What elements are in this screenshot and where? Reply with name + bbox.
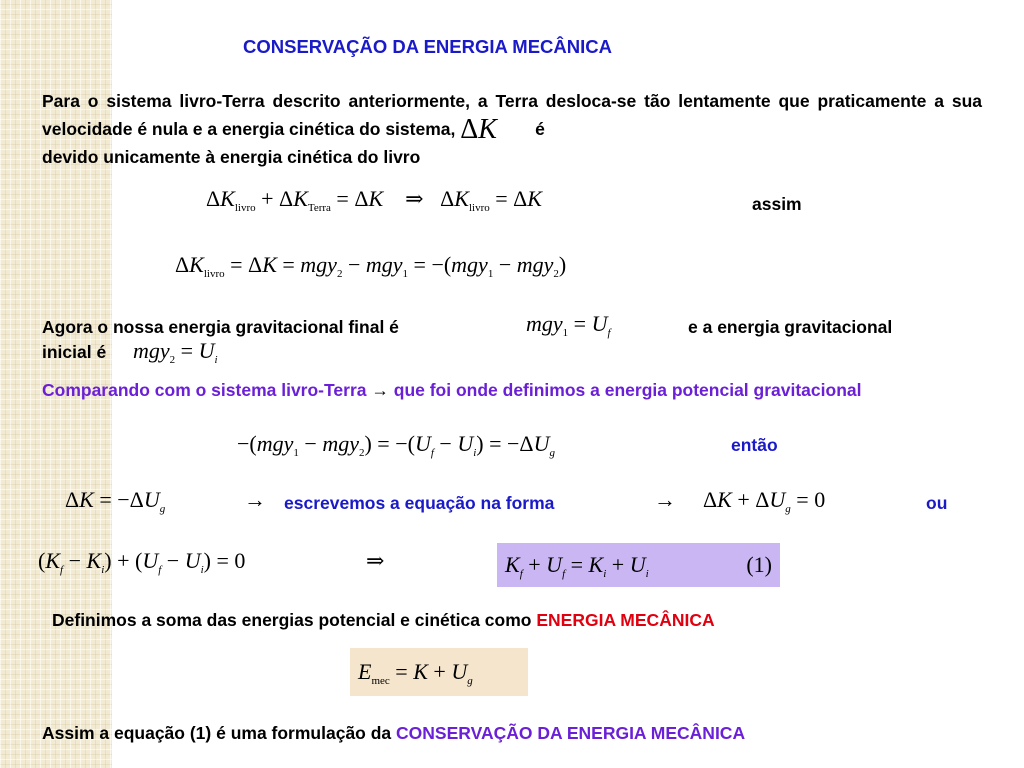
inicial-text: inicial é bbox=[42, 342, 107, 362]
definimos-text-1: Definimos a soma das energias potencial e cinética como bbox=[52, 610, 532, 630]
comparando-text-2: que foi onde definimos a energia potencial gravitacional bbox=[393, 380, 862, 400]
page-title: CONSERVAÇÃO DA ENERGIA MECÂNICA bbox=[243, 36, 612, 57]
delta-k-formula: ΔK bbox=[460, 114, 497, 145]
comparando-text bbox=[42, 376, 982, 404]
equation-dk-plus-du: $\Delta K + \Delta U_g = 0$ bbox=[703, 487, 826, 515]
arrow-icon: → bbox=[371, 380, 389, 400]
equation-expanded: $(K_f - K_i) + (U_f - U_i) = 0$ bbox=[38, 548, 246, 576]
conservacao-highlight: CONSERVAÇÃO DA ENERGIA MECÂNICA bbox=[396, 723, 746, 743]
assim-label: assim bbox=[752, 194, 802, 214]
intro-paragraph bbox=[42, 87, 982, 144]
equation-uf: $mgy_1 = U_f$ bbox=[526, 311, 611, 339]
equation-dk-eq-minus-du: $\Delta K = -\Delta U_g$ bbox=[65, 487, 166, 515]
arrow-icon-3: → bbox=[654, 487, 676, 512]
equation-box-mec: $E_{mec} = K + U_g$ bbox=[350, 648, 528, 696]
intro-text: Para o sistema livro-Terra descrito anteriormente, a Terra desloca-se tão lentamente que praticamente a sua velocidade é nula e a energia cinética do sistema, bbox=[42, 91, 982, 139]
energia-mecanica-highlight: ENERGIA MECÂNICA bbox=[536, 610, 715, 630]
equation-kinetic-mgy: $\Delta K_{livro} = \Delta K = mgy_2 - mgy_1 = -(mgy_1 - mgy_2)$ bbox=[175, 252, 567, 280]
arrow-icon-2: → bbox=[244, 487, 266, 512]
assim-final-text-1: Assim a equação (1) é uma formulação da bbox=[42, 723, 392, 743]
assim-final-text bbox=[42, 719, 745, 747]
intro-e-text: é bbox=[535, 119, 545, 139]
equation-delta-ug: $-(mgy_1 - mgy_2) = -(U_f - U_i) = -\Delta U_g$ bbox=[237, 431, 555, 459]
comparando-text-1: Comparando com o sistema livro-Terra bbox=[42, 380, 367, 400]
equation-ui: $mgy_2 = U_i$ bbox=[133, 338, 218, 366]
equation-kinetic-sum: $\Delta K_{livro} + \Delta K_{Terra} = \Delta K$ ⇒ $\Delta K_{livro} = \Delta K$ bbox=[206, 186, 542, 214]
agora-text: Agora o nossa energia gravitacional final é bbox=[42, 317, 399, 337]
agora-text-2: e a energia gravitacional bbox=[688, 317, 893, 337]
escrevemos-text: escrevemos a equação na forma bbox=[284, 493, 555, 513]
equation-box-1: $K_f + U_f = K_i + U_i$ (1) bbox=[497, 543, 780, 587]
entao-label: então bbox=[731, 435, 778, 455]
definimos-text bbox=[52, 606, 715, 634]
implies-icon: ⇒ bbox=[366, 548, 385, 573]
intro-line-3: devido unicamente à energia cinética do livro bbox=[42, 147, 421, 167]
ou-label: ou bbox=[926, 493, 948, 513]
